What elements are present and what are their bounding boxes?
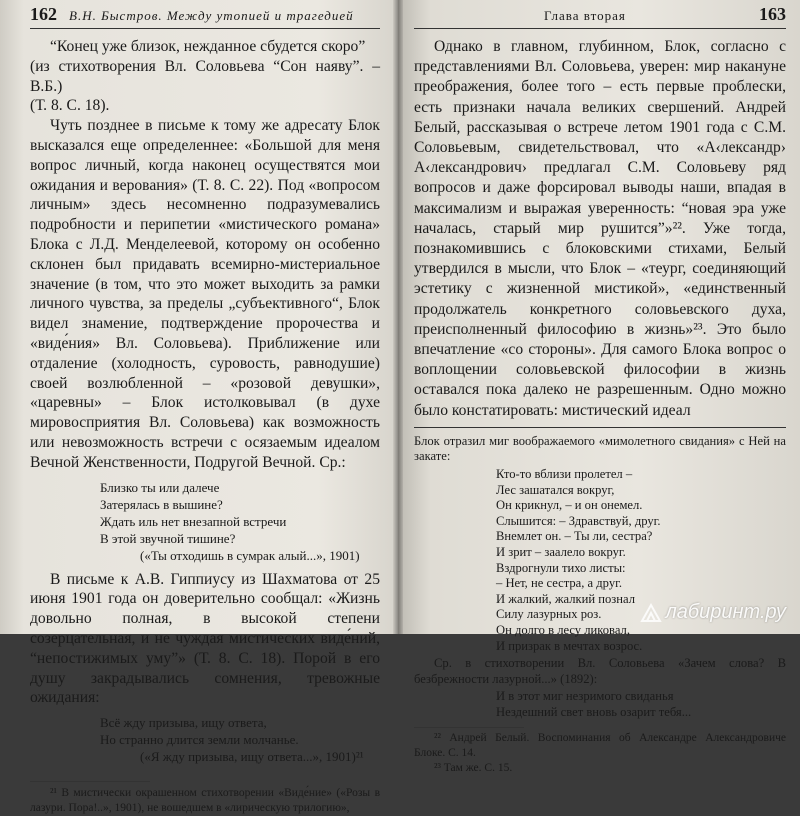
running-title-left: В.Н. Быстров. Между утопией и трагедией bbox=[69, 8, 354, 23]
footnote: ²² Андрей Белый. Воспоминания об Александре Александровиче Блоке. С. 14. bbox=[414, 731, 786, 759]
page-number-right: 163 bbox=[759, 4, 786, 24]
poem-stanza bbox=[100, 479, 380, 564]
right-page bbox=[398, 0, 800, 774]
verse-line: В этой звучной тишине? bbox=[100, 530, 236, 546]
poem-source: («Я жду призыва, ищу ответа...», 1901)²¹ bbox=[140, 749, 364, 765]
footnote: ²¹ В мистически окрашенном стихотворении «Виде́ние» («Розы в лазури. Пора!..», 1901), не вошедшем в «лирическую трилогию», bbox=[30, 787, 380, 815]
footnote-rule bbox=[30, 781, 150, 782]
verse-line: И в этот миг незримого свиданья bbox=[496, 689, 674, 704]
verse-line: И жалкий, жалкий познал bbox=[496, 591, 635, 606]
left-page-header bbox=[30, 4, 380, 29]
verse-line: И зрит – заалело вокруг. bbox=[496, 545, 626, 560]
watermark-text: лабиринт.ру bbox=[665, 601, 786, 623]
quote-line: “Конец уже близок, нежданное сбудется скоро” bbox=[50, 38, 366, 55]
verse-line: Он долго в лесу ликовал, bbox=[496, 622, 630, 637]
note-reference: Ср. в стихотворении Вл. Соловьева «Зачем слова? В безбрежности лазурной...» (1892): bbox=[414, 656, 786, 686]
text-separator bbox=[414, 427, 786, 428]
poem-source: («Ты отходишь в сумрак алый...», 1901) bbox=[140, 547, 360, 563]
quote-line: (из стихотворения Вл. Соловьева “Сон наяву”. – В.Б.) bbox=[30, 57, 380, 95]
verse-line: Всё жду призыва, ищу ответа, bbox=[100, 715, 267, 731]
poem-stanza bbox=[496, 467, 786, 654]
verse-line: И призрак в мечтах возрос. bbox=[496, 638, 643, 653]
note-intro: Блок отразил миг воображаемого «мимолетного свидания» с Ней на закате: bbox=[414, 433, 786, 464]
verse-line: Вздрогнули тихо листы: bbox=[496, 560, 626, 575]
opening-quote bbox=[30, 37, 380, 116]
verse-line: Внемлет он. – Ты ли, сестра? bbox=[496, 529, 653, 544]
verse-line: Кто-то вблизи пролетел – bbox=[496, 467, 633, 482]
verse-line: Слышится: – Здравствуй, друг. bbox=[496, 513, 661, 528]
quote-line: (Т. 8. С. 18). bbox=[30, 97, 110, 115]
page-number-left: 162 bbox=[30, 4, 57, 24]
paragraph: Однако в главном, глубинном, Блок, согласно с представлениями Вл. Соловьева, уверен: мир накануне преображения, более того – есть первые проблески, есть признаки начала великих свершений. Андрей Белый, рассказывая о встрече летом 1901 года с С.М. Соловьевым, свидетельствовал, что «А‹лександр› А‹лександрович› предлагал С.М. Соловьеву ряд вопросов и даже форсировал выводы наши, впадая в максимализм и выражая уверенность: “новая эра уже началась, старый мир рушится”»²². Уже тогда, познакомившись с блоковскими стихами, Белый утвердился в мысли, что Блок – «теург, соединяющий эстетику с жизненной мистикой», «единственный продолжатель конкретного соловьевского духа, преисполненный философию в жизнь»²³. Это было впечатление «со стороны». Для самого Блока вопрос о воплощении соловьевской философии в жизнь оставался пока далеко не разрешенным. Одно можно было констатировать: мистический идеал bbox=[414, 38, 786, 419]
running-title-right: Глава вторая bbox=[544, 8, 626, 23]
verse-line: Силу лазурных роз. bbox=[496, 607, 602, 622]
verse-line: Он крикнул, – и он онемел. bbox=[496, 498, 643, 513]
verse-line: – Нет, не сестра, а друг. bbox=[496, 576, 623, 591]
watermark bbox=[640, 601, 786, 624]
labirint-logo-icon bbox=[640, 603, 662, 623]
footnote-rule bbox=[414, 727, 524, 728]
book-gutter bbox=[393, 0, 403, 634]
verse-line: Близко ты или далече bbox=[100, 479, 220, 495]
poem-stanza bbox=[496, 689, 786, 720]
verse-line: Ждать иль нет внезапной встречи bbox=[100, 513, 287, 529]
verse-line: Но странно длится земли молчанье. bbox=[100, 732, 299, 748]
footnote: ²³ Там же. С. 15. bbox=[434, 761, 513, 774]
paragraph: Чуть позднее в письме к тому же адресату Блок высказался еще определеннее: «Большой для меня вопрос личный, когда наконец осуществятся мои ожидания и верования» (Т. 8. С. 22). Под «вопросом личным» здесь несомненно подразумевались подробности и перипетии «мистического романа» Блока с Л.Д. Менделеевой, которому он особенно склонен был придавать всемирно-мистериальное значение (в том, что это может выходить за рамки личного чувства, за пределы „субъективного“, Блок видел знамение, подтверждение пророчества и «виде́ния» Вл. Соловьева). Приближение или отдаление (холодность, суровость, равнодушие) своей возлюбленной – «розовой девушки», «царевны» – Блок истолковывал (в духе мировосприятия Вл. Соловьева) как возможность или невозможность встречи с осязаемым идеалом Вечной Женственности, Подругой Вечной. Ср.: bbox=[30, 117, 380, 471]
verse-line: Лес зашатался вокруг, bbox=[496, 482, 615, 497]
verse-line: Нездешний свет вновь озарит тебя... bbox=[496, 704, 692, 719]
paragraph: В письме к А.В. Гиппиусу из Шахматова от 25 июня 1901 года он доверительно сообщал: «Жизнь довольно полная, в высокой степени созерцательная, и не чуждая мистических виде́ний, “непостижимых уму”» (Т. 8. С. 18). Порой в его душу закрадывались сомнения, тревожные ожидания: bbox=[30, 570, 380, 707]
left-page bbox=[0, 0, 398, 815]
poem-stanza bbox=[100, 714, 380, 765]
verse-line: Затерялась в вышине? bbox=[100, 496, 223, 512]
right-page-header bbox=[414, 4, 786, 29]
